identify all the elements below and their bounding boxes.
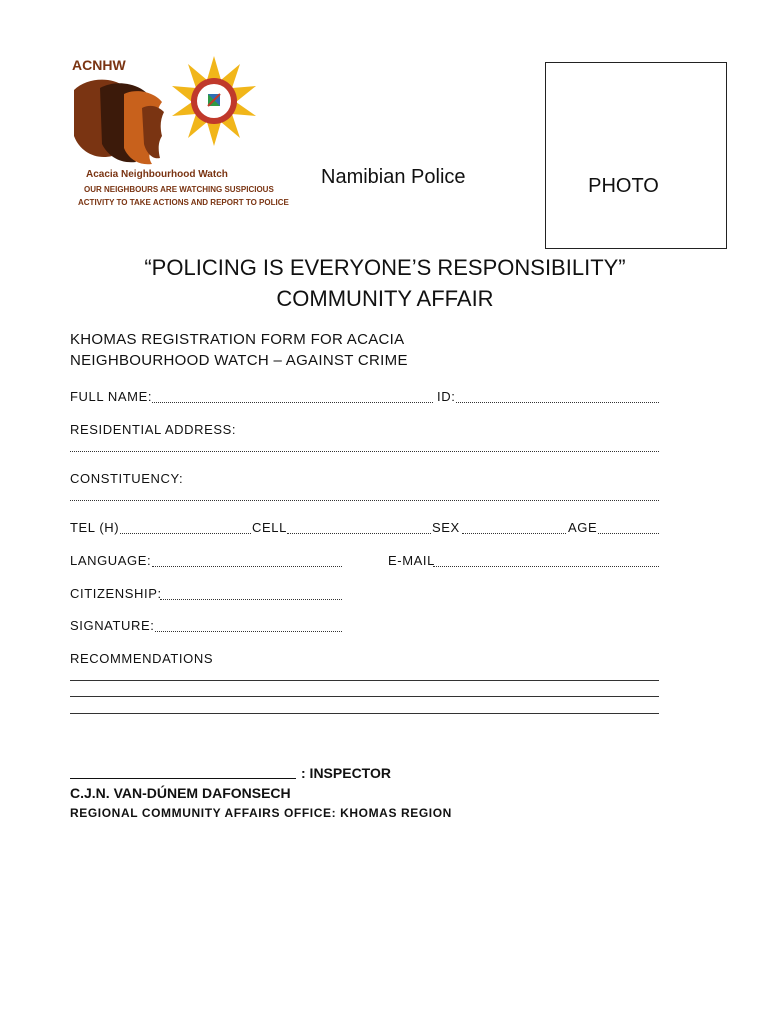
recommendations-line-3[interactable]	[70, 713, 659, 714]
signature-field[interactable]	[155, 631, 342, 632]
logo-acronym: ACNHW	[72, 57, 126, 73]
tel-home-label: TEL (H)	[70, 520, 120, 535]
residential-address-label: RESIDENTIAL ADDRESS:	[70, 422, 237, 437]
inspector-signature-line	[70, 778, 296, 779]
age-label: AGE	[568, 520, 598, 535]
tel-home-field[interactable]	[120, 533, 251, 534]
faces-silhouette-icon	[74, 80, 164, 165]
citizenship-label: CITIZENSHIP:	[70, 586, 162, 601]
form-title-line-2: NEIGHBOURHOOD WATCH – AGAINST CRIME	[70, 352, 408, 369]
constituency-field[interactable]	[70, 500, 659, 501]
office-name: REGIONAL COMMUNITY AFFAIRS OFFICE: KHOMAS REGION	[70, 806, 452, 820]
recommendations-line-2[interactable]	[70, 696, 659, 697]
namibian-police-badge-icon	[172, 56, 256, 146]
language-label: LANGUAGE:	[70, 553, 152, 568]
photo-box	[545, 62, 727, 249]
id-label: ID:	[437, 389, 456, 404]
form-title-line-1: KHOMAS REGISTRATION FORM FOR ACACIA	[70, 331, 405, 348]
email-field[interactable]	[433, 566, 659, 567]
photo-label: PHOTO	[588, 175, 659, 197]
residential-address-field[interactable]	[70, 451, 659, 452]
sex-label: SEX	[432, 520, 460, 535]
id-field[interactable]	[456, 402, 659, 403]
cell-label: CELL	[252, 520, 287, 535]
recommendations-line-1[interactable]	[70, 680, 659, 681]
signature-label: SIGNATURE:	[70, 618, 155, 633]
recommendations-label: RECOMMENDATIONS	[70, 651, 214, 666]
logo-tagline-2: ACTIVITY TO TAKE ACTIONS AND REPORT TO POLICE	[78, 198, 289, 207]
inspector-title: : INSPECTOR	[301, 765, 391, 781]
sex-field[interactable]	[462, 533, 566, 534]
full-name-field[interactable]	[152, 402, 433, 403]
police-label: Namibian Police	[321, 166, 466, 188]
language-field[interactable]	[152, 566, 342, 567]
email-label: E-MAIL	[388, 553, 435, 568]
cell-field[interactable]	[287, 533, 431, 534]
age-field[interactable]	[598, 533, 659, 534]
officer-name: C.J.N. VAN-DÚNEM DAFONSECH	[70, 785, 291, 801]
logo-name: Acacia Neighbourhood Watch	[86, 169, 228, 180]
full-name-label: FULL NAME:	[70, 389, 153, 404]
constituency-label: CONSTITUENCY:	[70, 471, 184, 486]
motto-heading: “POLICING IS EVERYONE’S RESPONSIBILITY”	[144, 255, 626, 280]
subtitle-heading: COMMUNITY AFFAIR	[276, 286, 494, 311]
logo-tagline-1: OUR NEIGHBOURS ARE WATCHING SUSPICIOUS	[84, 185, 274, 194]
citizenship-field[interactable]	[160, 599, 342, 600]
